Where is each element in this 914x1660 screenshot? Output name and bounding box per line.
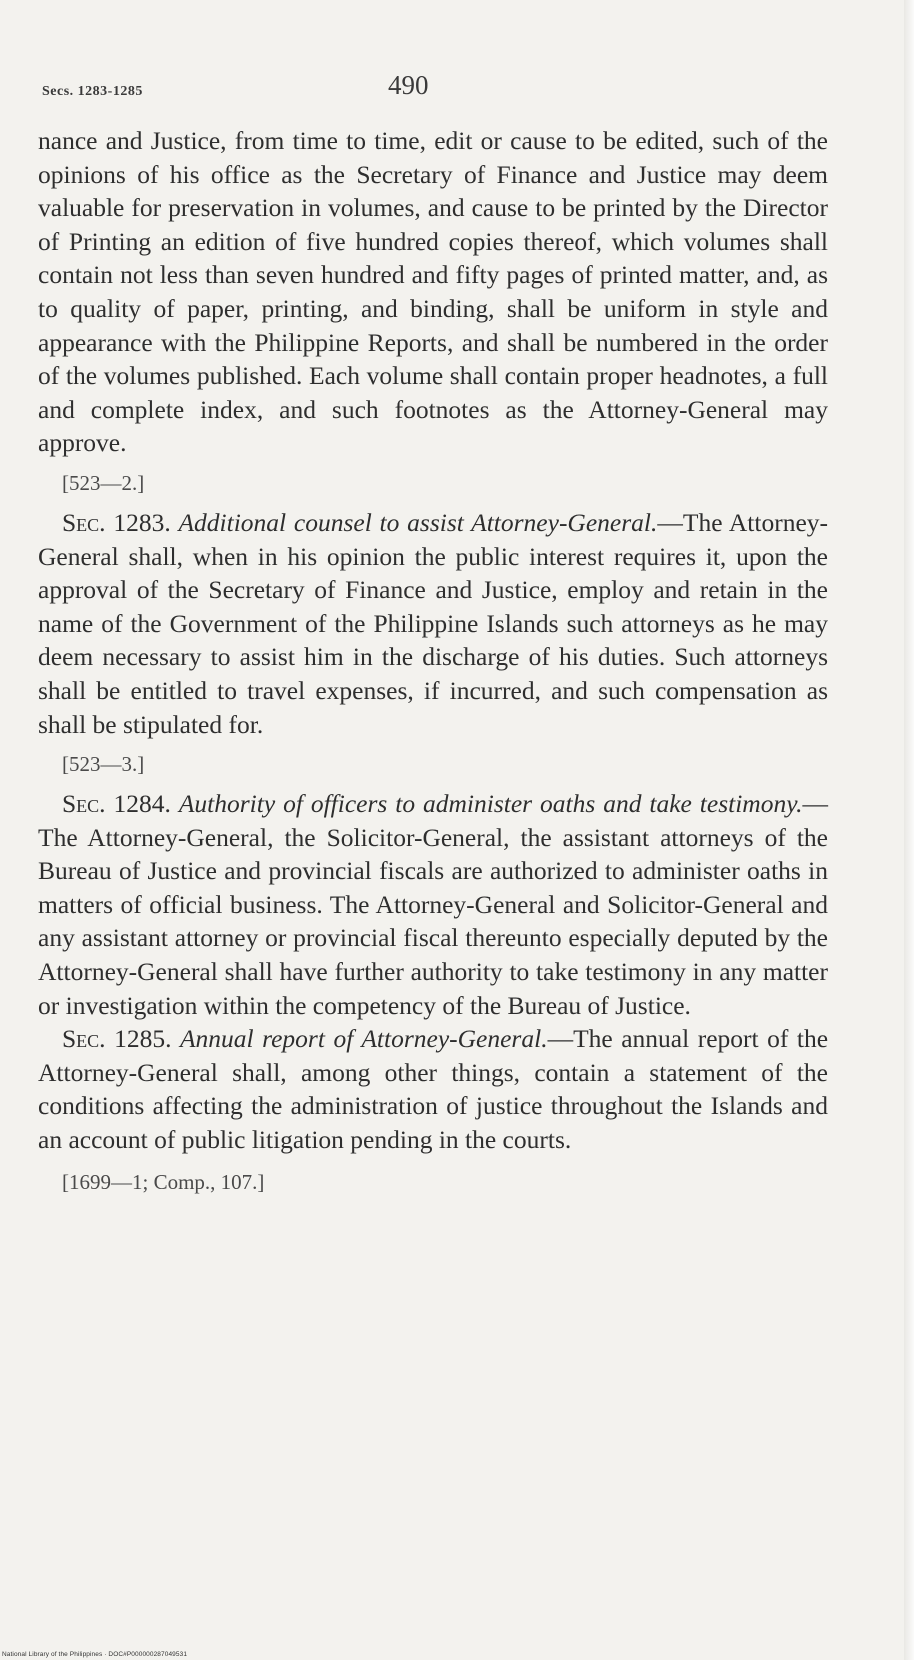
page (38, 62, 828, 1205)
section-title: Annual report of Attorney-General. (179, 1024, 548, 1054)
page-header (38, 62, 828, 112)
section-text: —The Attorney-General, the Solicitor-General, the assistant attorneys of the Bureau of Justice and provincial fiscals are authorized to administer oaths in matters of official business. The Attorney-General and Solicitor-General and any assistant attorney or provincial fiscal thereunto especially deputed by the Attorney-General shall have further authority to take testimony in any matter or investigation within the competency of the Bureau of Justice. (38, 789, 829, 1020)
section-title: Additional counsel to assist Attorney-General. (178, 507, 658, 537)
citation: [523—3.] (62, 752, 145, 777)
section-label: Sec. 1283. (62, 507, 171, 537)
section-text: —The annual report of the Attorney-General shall, among other things, contain a statement of the conditions affecting the administration of justice throughout the Islands and an account of public litigation pending in the courts. (38, 1024, 829, 1155)
section-title: Authority of officers to administer oaths and take testimony. (178, 789, 803, 819)
continuation-paragraph: nance and Justice, from time to time, edit or cause to be edited, such of the opinions of his office as the Secretary of Finance and Justice may deem valuable for preservation in volumes, and cause to be printed by the Director of Printing an edition of five hundred copies thereof, which volumes shall contain not less than seven hundred and fifty pages of printed matter, and, as to quality of paper, printing, and binding, shall be uniform in style and appearance with the Philippine Reports, and shall be numbered in the order of the volumes published. Each volume shall contain proper headnotes, a full and complete index, and such footnotes as the Attorney-General may approve. (38, 126, 828, 458)
scan-edge (904, 0, 914, 1660)
footer-stamp: National Library of the Philippines · DOC#P000000287049531 (2, 1651, 188, 1658)
section-1283 (38, 506, 828, 741)
citation: [1699—1; Comp., 107.] (62, 1169, 265, 1194)
section-text: —The Attorney-General shall, when in his opinion the public interest requires it, upon the approval of the Secretary of Finance and Justice, employ and retain in the name of the Government of the Philippine Islands such attorneys as he may deem necessary to assist him in the discharge of his duties. Such attorneys shall be entitled to travel expenses, if incurred, and such compensation as shall be stipulated for. (38, 507, 829, 739)
section-label: Sec. 1284. (62, 789, 171, 819)
section-range: Secs. 1283-1285 (42, 84, 143, 99)
citation: [523—2.] (62, 470, 145, 495)
section-1284 (38, 787, 828, 1022)
section-label: Sec. 1285. (62, 1024, 172, 1054)
section-1285 (38, 1022, 828, 1156)
page-number: 490 (388, 70, 429, 100)
